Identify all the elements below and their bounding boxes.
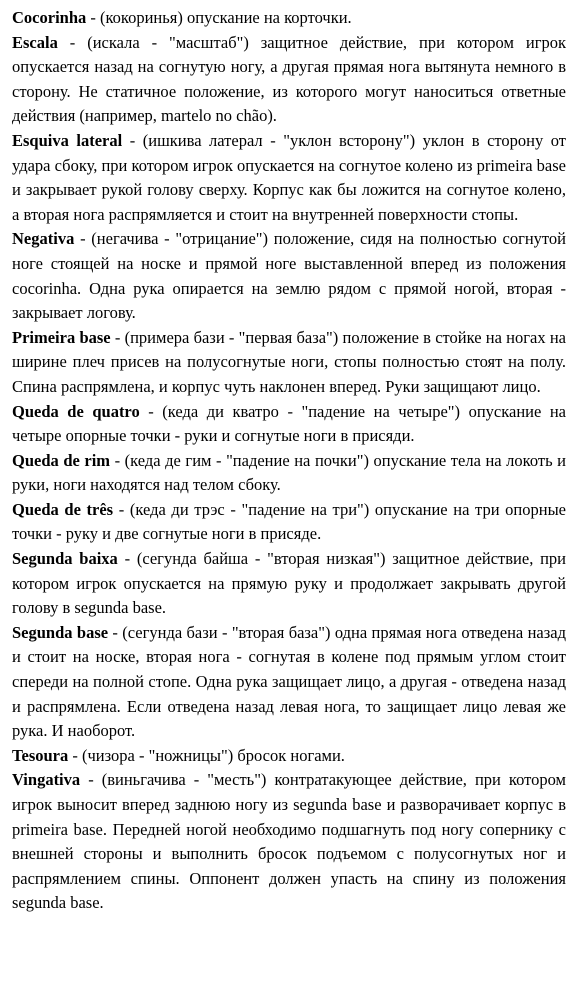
- glossary-entry: [12, 768, 566, 916]
- entry-definition: - (сегунда бази - "вторая база") одна прямая нога отведена назад и стоит на носке, вторая нога - согнутая в колене под прямым углом стоит спереди на полной стопе. Одна рука защищает лицо, а другая - отведена назад и распрямлена. Если отведена назад левая нога, то защищает лицо левая же рука. И наоборот.: [12, 622, 566, 741]
- glossary-entry: [12, 621, 566, 744]
- entry-definition: - (виньгачива - "месть") контратакующее действие, при котором игрок выносит вперед заднюю ногу из segunda base и разворачивает корпус в primeira base. Передней ногой необходимо подшагнуть под ногу сопернику с внешней стороны и выполнить бросок подъемом с полусогнутых ног и распрямлением спины. Оппонент должен упасть на спину из положения segunda base.: [12, 770, 566, 913]
- entry-term: Queda de rim: [12, 450, 111, 470]
- entry-definition: - (чизора - "ножницы") бросок ногами.: [68, 745, 345, 765]
- glossary-entry: [12, 498, 566, 547]
- entry-definition: - (примера бази - "первая база") положение в стойке на ногах на ширине плеч присев на полусогнутые ноги, стопы полностью стоят на полу. Спина распрямлена, и корпус чуть наклонен вперед. Руки защищают лицо.: [12, 327, 566, 396]
- glossary-entry: [12, 227, 566, 325]
- entry-definition: - (кокоринья) опускание на корточки.: [86, 8, 352, 27]
- glossary-entry: [12, 129, 566, 227]
- glossary-entry: [12, 744, 566, 769]
- entry-term: Queda de quatro: [12, 401, 140, 421]
- entry-definition: - (кеда ди трэс - "падение на три") опускание на три опорные точки - руку и две согнутые ноги в присяде.: [12, 499, 566, 544]
- entry-term: Vingativa: [12, 770, 81, 790]
- entry-term: Segunda base: [12, 622, 109, 642]
- entry-definition: - (кеда де гим - "падение на почки") опускание тела на локоть и руки, ноги находятся над телом сбоку.: [12, 450, 566, 495]
- glossary-entry: [12, 547, 566, 621]
- entry-term: Cocorinha: [12, 8, 87, 27]
- entry-term: Escala: [12, 32, 58, 52]
- entry-term: Primeira base: [12, 327, 111, 347]
- entry-term: Queda de três: [12, 499, 114, 519]
- entry-definition: - (искала - "масштаб") защитное действие, при котором игрок опускается назад на согнутую ногу, а другая прямая нога вытянута немного в сторону. Не статичное положение, из которого могут наноситься ответные действия (например, martelo no chão).: [12, 32, 566, 126]
- entry-definition: - (ишкива латерал - "уклон всторону") уклон в сторону от удара сбоку, при котором игрок опускается на согнутое колено из primeira base и закрывает рукой голову сверху. Корпус как бы ложится на согнутое колено, а вторая нога распрямляется и стоит на внутренней поверхности стопы.: [12, 130, 566, 224]
- entry-definition: - (сегунда байша - "вторая низкая") защитное действие, при котором игрок опускается на прямую руку и продолжает закрывать другой голову в segunda base.: [12, 549, 567, 618]
- glossary-entry: [12, 449, 566, 498]
- entry-definition: - (кеда ди кватро - "падение на четыре") опускание на четыре опорные точки - руки и согнутые ноги в присяди.: [12, 401, 566, 446]
- entry-term: Esquiva lateral: [12, 130, 123, 150]
- glossary-entry: [12, 326, 566, 400]
- entry-term: Tesoura: [12, 745, 69, 765]
- entry-term: Negativa: [12, 229, 75, 249]
- glossary-entry: [12, 400, 566, 449]
- entry-term: Segunda baixa: [12, 549, 118, 569]
- glossary-entry: [12, 6, 566, 31]
- entry-definition: - (негачива - "отрицание") положение, сидя на полностью согнутой ноге стоящей на носке и прямой ноге выставленной вперед из положения cocorinha. Одна рука опирается на землю рядом с прямой ногой, вторая - закрывает логову.: [12, 229, 566, 323]
- glossary-entry: [12, 31, 566, 129]
